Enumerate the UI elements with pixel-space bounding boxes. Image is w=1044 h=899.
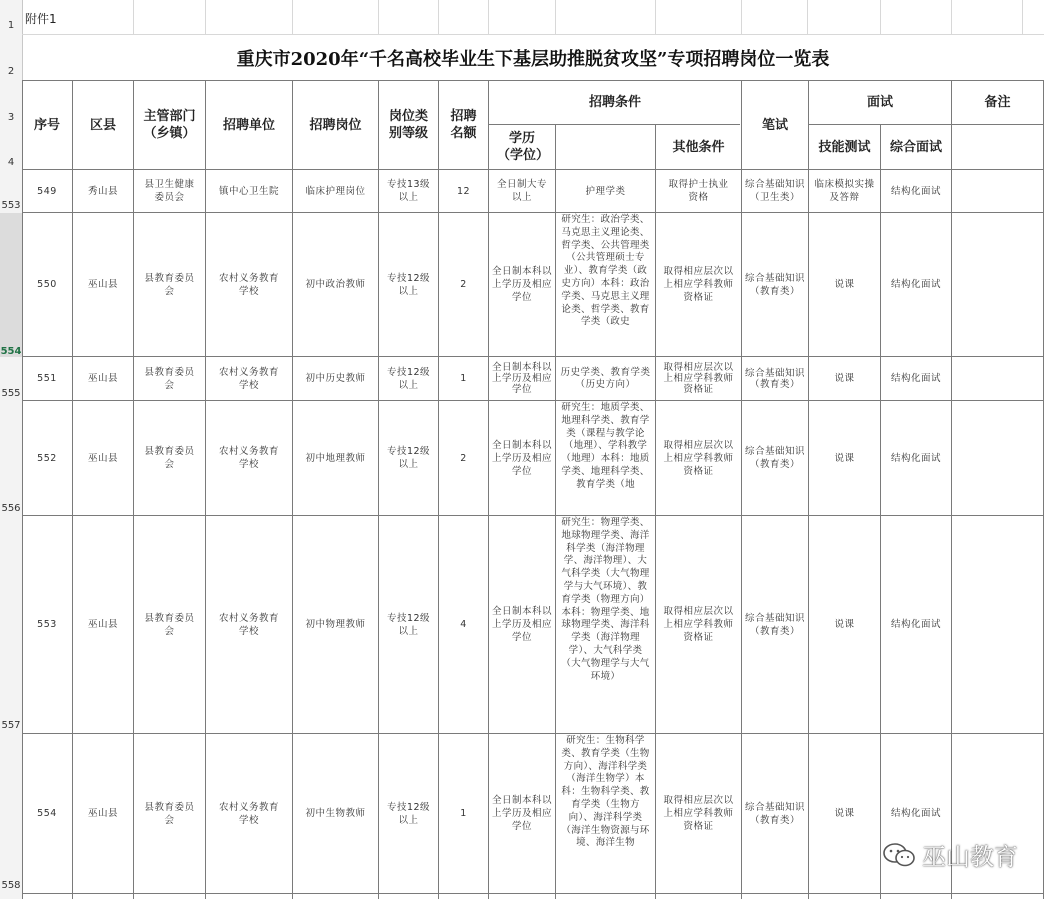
row-number[interactable]: 4 <box>7 157 15 168</box>
cell-education[interactable]: 全日制大专以上 <box>496 179 547 203</box>
cell-dept[interactable]: 县教育委员会 <box>144 446 195 470</box>
cell-count[interactable]: 2 <box>460 452 467 464</box>
cell-other[interactable]: 取得护士执业资格 <box>668 179 729 203</box>
cell-district[interactable]: 巫山县 <box>87 452 118 464</box>
cell-grade[interactable]: 专技12级以上 <box>386 801 431 826</box>
cell-grade[interactable]: 专技12级以上 <box>386 446 431 470</box>
cell-education[interactable]: 全日制本科以上学历及相应学位 <box>492 795 553 832</box>
row-number[interactable]: 556 <box>1 503 21 514</box>
cell-unit[interactable]: 农村义务教育学校 <box>218 801 279 826</box>
cell-skill[interactable]: 说课 <box>834 279 855 290</box>
cell-other[interactable]: 取得相应层次以上相应学科教师资格证 <box>663 606 734 643</box>
cell-seq[interactable]: 554 <box>37 808 57 819</box>
cell-district[interactable]: 巫山县 <box>87 373 118 384</box>
cell-education[interactable]: 全日制本科以上学历及相应学位 <box>492 439 553 477</box>
cell-general[interactable]: 结构化面试 <box>890 185 941 197</box>
page-title[interactable]: 重庆市2020年“千名高校毕业生下基层助推脱贫攻坚”专项招聘岗位一览表 <box>236 48 830 70</box>
cell-general[interactable]: 结构化面试 <box>890 373 941 384</box>
cell-remark[interactable] <box>952 170 1043 212</box>
cell-other[interactable]: 取得相应层次以上相应学科教师资格证 <box>663 439 734 477</box>
cell-remark[interactable] <box>952 357 1043 400</box>
row-number[interactable]: 558 <box>1 880 21 891</box>
header-conditions[interactable]: 招聘条件 <box>588 95 641 110</box>
header-count[interactable]: 招聘名额 <box>450 109 477 141</box>
cell-seq[interactable]: 553 <box>37 619 57 630</box>
cell-written[interactable]: 综合基础知识（教育类） <box>745 612 806 637</box>
cell-remark[interactable] <box>952 213 1043 356</box>
cell-skill[interactable]: 说课 <box>834 808 855 819</box>
cell-position[interactable]: 临床护理岗位 <box>305 185 366 197</box>
row-number[interactable]: 2 <box>7 66 15 77</box>
cell-dept[interactable]: 县卫生健康委员会 <box>144 179 195 203</box>
cell-count[interactable]: 1 <box>460 373 467 384</box>
cell-skill[interactable]: 说课 <box>834 452 855 464</box>
cell-major[interactable]: 研究生：物理学类、地球物理学类、海洋科学类（海洋物理学、海洋物理）、大气科学类（大气物理学与大气环境）、教育学类（物理方向）本科：物理学类、地球物理学类、海洋科学类（海洋物理学）、大气科学类（大气物理学与大气环境） <box>561 517 650 682</box>
row-number-selected[interactable]: 554 <box>0 213 22 357</box>
header-district[interactable]: 区县 <box>89 117 116 133</box>
cell-position[interactable]: 初中地理教师 <box>305 452 366 464</box>
watermark-text: 巫山教育 <box>922 843 1018 871</box>
cell-grade[interactable]: 专技12级以上 <box>386 612 431 637</box>
cell-general[interactable]: 结构化面试 <box>890 279 941 290</box>
row-number[interactable]: 1 <box>7 20 15 31</box>
cell-skill[interactable]: 说课 <box>834 373 855 384</box>
header-major[interactable] <box>556 125 655 169</box>
row-number[interactable]: 555 <box>1 388 21 399</box>
row-number[interactable]: 557 <box>1 720 21 731</box>
cell-count[interactable]: 1 <box>460 808 467 819</box>
cell-seq[interactable]: 551 <box>37 373 57 384</box>
header-grade[interactable]: 岗位类别等级 <box>388 109 428 141</box>
cell-position[interactable]: 初中物理教师 <box>305 619 366 630</box>
cell-unit[interactable]: 农村义务教育学校 <box>218 366 279 391</box>
header-written[interactable]: 笔试 <box>761 117 788 133</box>
cell-district[interactable]: 巫山县 <box>87 279 118 290</box>
cell-dept[interactable]: 县教育委员会 <box>144 801 195 826</box>
cell-other[interactable]: 取得相应层次以上相应学科教师资格证 <box>663 362 734 395</box>
cell-unit[interactable]: 农村义务教育学校 <box>218 272 279 297</box>
cell-grade[interactable]: 专技12级以上 <box>386 366 431 391</box>
cell-position[interactable]: 初中历史教师 <box>305 373 366 384</box>
header-general[interactable]: 综合面试 <box>889 139 942 155</box>
cell-seq[interactable]: 552 <box>37 452 57 464</box>
cell-unit[interactable]: 农村义务教育学校 <box>218 612 279 637</box>
cell-skill[interactable]: 说课 <box>834 619 855 630</box>
cell-major[interactable]: 历史学类、教育学类（历史方向） <box>560 366 651 390</box>
cell-remark[interactable] <box>952 516 1043 733</box>
cell-written[interactable]: 综合基础知识（教育类） <box>745 446 806 470</box>
header-remark[interactable]: 备注 <box>984 95 1011 110</box>
header-skill[interactable]: 技能测试 <box>818 139 871 155</box>
cell-written[interactable]: 综合基础知识（教育类） <box>745 272 806 297</box>
cell-position[interactable]: 初中政治教师 <box>305 279 366 290</box>
cell-unit[interactable]: 农村义务教育学校 <box>218 446 279 470</box>
cell-general[interactable]: 结构化面试 <box>890 808 941 819</box>
cell-dept[interactable]: 县教育委员会 <box>144 612 195 637</box>
row-header-column <box>0 0 23 899</box>
cell-dept[interactable]: 县教育委员会 <box>144 272 195 297</box>
cell-major[interactable]: 研究生：政治学类、马克思主义理论类、哲学类、公共管理类（公共管理硕士专业）、教育学类（政史方向）本科：政治学类、马克思主义理论类、哲学类、教育学类（政史 <box>561 214 650 328</box>
cell-district[interactable]: 秀山县 <box>87 185 118 197</box>
cell-position[interactable]: 初中生物教师 <box>305 808 366 819</box>
cell-written[interactable]: 综合基础知识（卫生类） <box>745 179 806 203</box>
cell-general[interactable]: 结构化面试 <box>890 619 941 630</box>
cell-grade[interactable]: 专技12级以上 <box>386 272 431 297</box>
row-number[interactable]: 3 <box>7 112 15 123</box>
cell-count[interactable]: 4 <box>460 619 467 630</box>
header-interview[interactable]: 面试 <box>866 95 893 110</box>
header-education[interactable]: 学历（学位） <box>497 131 550 163</box>
cell-written[interactable]: 综合基础知识（教育类） <box>745 801 806 826</box>
cell-district[interactable]: 巫山县 <box>87 808 118 819</box>
header-other[interactable]: 其他条件 <box>672 139 725 155</box>
cell-count[interactable]: 12 <box>456 185 471 197</box>
cell-education[interactable]: 全日制本科以上学历及相应学位 <box>492 266 553 303</box>
row-number[interactable]: 553 <box>1 200 21 211</box>
watermark <box>882 837 1018 872</box>
header-position[interactable]: 招聘岗位 <box>309 117 362 133</box>
header-unit[interactable]: 招聘单位 <box>222 117 275 133</box>
cell-grade[interactable]: 专技13级以上 <box>386 179 431 203</box>
attachment-label[interactable]: 附件1 <box>25 11 57 26</box>
cell-unit[interactable]: 镇中心卫生院 <box>218 185 279 197</box>
cell-count[interactable]: 2 <box>460 279 467 290</box>
cell-other[interactable]: 取得相应层次以上相应学科教师资格证 <box>663 795 734 832</box>
cell-remark[interactable] <box>952 401 1043 515</box>
cell-education[interactable]: 全日制本科以上学历及相应学位 <box>492 606 553 643</box>
header-dept[interactable]: 主管部门（乡镇） <box>143 109 196 141</box>
cell-skill[interactable]: 临床模拟实操及答辩 <box>814 179 875 203</box>
cell-seq[interactable]: 550 <box>37 279 57 290</box>
cell-major[interactable]: 护理学类 <box>585 185 626 197</box>
cell-major[interactable]: 研究生：地质学类、地理科学类、教育学类（课程与教学论（地理）、学科教学（地理）本科：地质学类、地理科学类、教育学类（地 <box>561 402 650 490</box>
cell-general[interactable]: 结构化面试 <box>890 452 941 464</box>
cell-major[interactable]: 研究生：生物科学类、教育学类（生物方向）、海洋科学类（海洋生物学）本科：生物科学类、教育学类（生物方向）、海洋科学类（海洋生物资源与环境、海洋生物 <box>561 735 650 849</box>
cell-written[interactable]: 综合基础知识（教育类） <box>745 367 806 390</box>
cell-dept[interactable]: 县教育委员会 <box>144 366 195 391</box>
cell-grid <box>22 0 1044 899</box>
cell-other[interactable]: 取得相应层次以上相应学科教师资格证 <box>663 266 734 303</box>
wechat-icon <box>882 842 916 868</box>
header-seq[interactable]: 序号 <box>33 117 60 133</box>
cell-seq[interactable]: 549 <box>37 185 57 197</box>
cell-education[interactable]: 全日制本科以上学历及相应学位 <box>492 362 553 395</box>
cell-district[interactable]: 巫山县 <box>87 619 118 630</box>
